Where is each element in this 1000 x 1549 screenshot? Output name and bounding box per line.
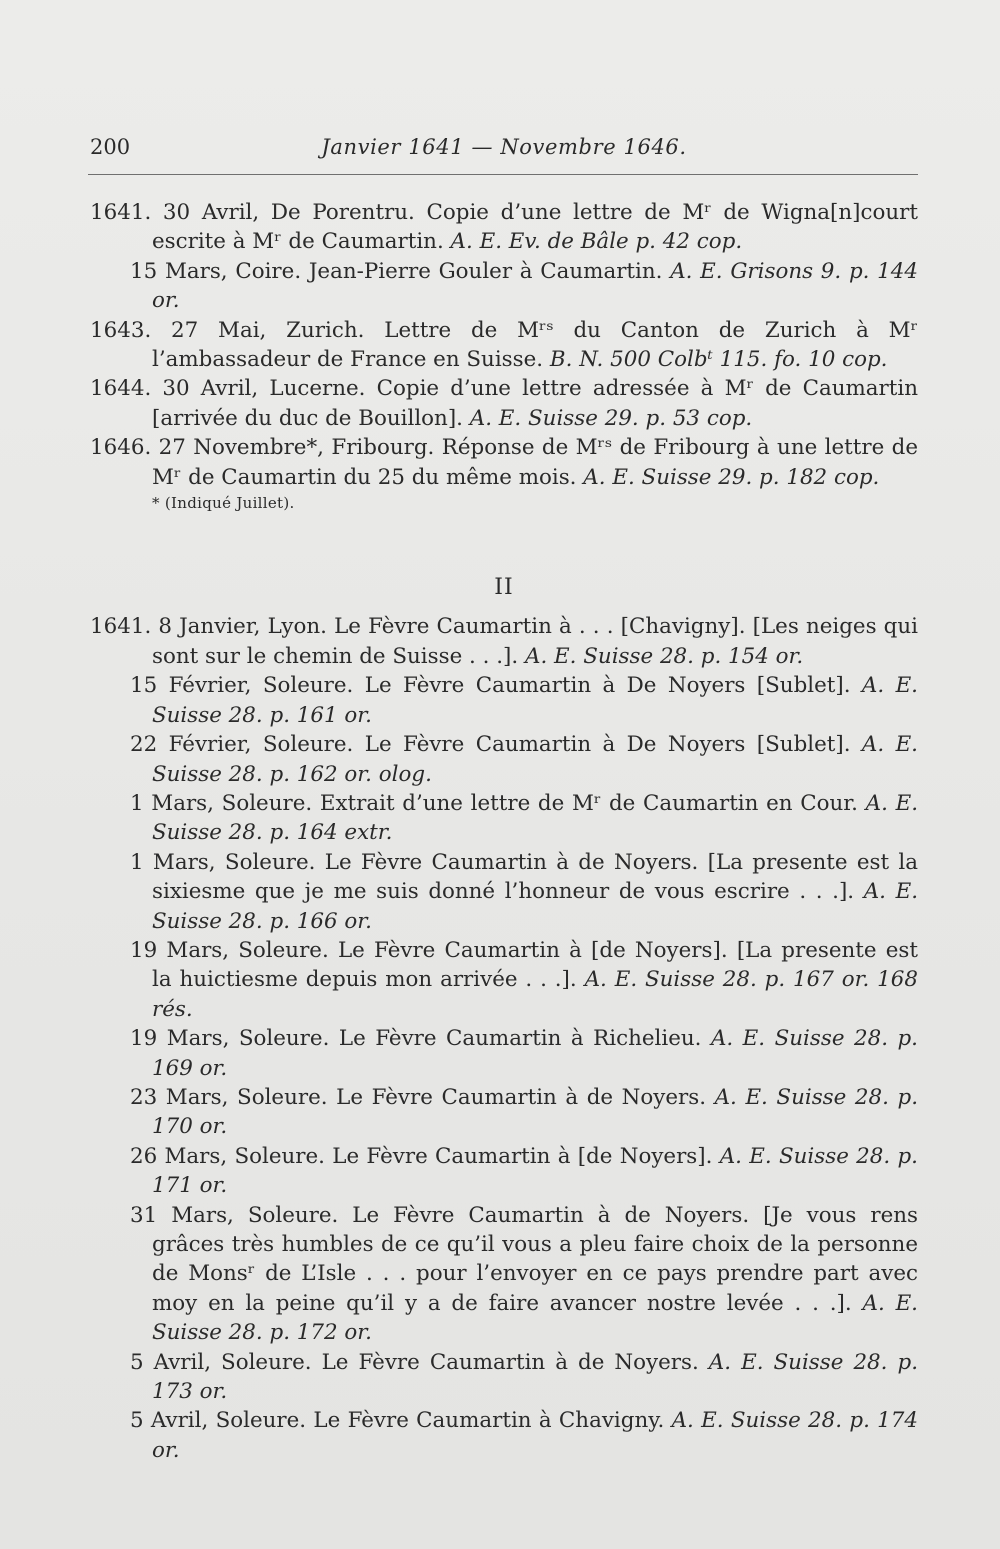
entry-date: 5 Avril, Soleure. xyxy=(130,1408,314,1434)
list-item xyxy=(90,848,918,936)
entry-date: 5 Avril, Soleure. xyxy=(130,1349,322,1375)
entry-date: 22 Février, Soleure. xyxy=(130,732,365,758)
entry-text: Le Fèvre Caumartin à de Noyers. xyxy=(321,1349,709,1375)
entry-reference: B. N. 500 Colbᵗ 115. fo. 10 cop. xyxy=(549,347,888,373)
entry-text: Jean-Pierre Gouler à Caumartin. xyxy=(308,258,671,284)
entry-reference: A. E. Ev. de Bâle p. 42 cop. xyxy=(450,229,743,255)
entry-text: Le Fèvre Caumartin à de Noyers. xyxy=(336,1084,715,1110)
list-item xyxy=(90,1024,918,1083)
entry-text: Le Fèvre Caumartin à de Noyers. [La presente est la sixiesme que je me suis donné l’honneur de vous escrire . . .]. xyxy=(152,849,918,905)
entry-date: 1641. 8 Janvier, Lyon. xyxy=(90,614,335,640)
entry-text: Extrait d’une lettre de Mʳ de Caumartin en Cour. xyxy=(319,790,866,816)
entry-reference: A. E. Grisons 9. p. 144 or. xyxy=(152,258,919,314)
entry-reference: A. E. Suisse 28. p. 162 or. olog. xyxy=(152,732,918,787)
section-heading: II xyxy=(494,575,514,601)
list-item xyxy=(90,671,918,730)
entry-text: Le Fèvre Caumartin à De Noyers [Sublet]. xyxy=(364,732,862,758)
running-title: Janvier 1641 — Novembre 1646. xyxy=(321,135,687,159)
entry-reference: A. E. Suisse 28. p. 172 or. xyxy=(152,1290,918,1346)
header-rule xyxy=(88,174,918,175)
entry-date: 31 Mars, Soleure. xyxy=(130,1202,353,1228)
entry-reference: A. E. Suisse 28. p. 166 or. xyxy=(152,879,918,934)
entry-reference: A. E. Suisse 28. p. 154 or. xyxy=(525,643,804,669)
entry-date: 19 Mars, Soleure. xyxy=(130,1026,339,1052)
entry-date: 23 Mars, Soleure. xyxy=(130,1084,337,1110)
section-two-list xyxy=(90,612,918,1465)
entry-text: Le Fèvre Caumartin à [de Noyers]. [La presente est la huictiesme depuis mon arrivée . . .]. xyxy=(152,937,918,993)
list-item xyxy=(90,730,918,789)
page-number: 200 xyxy=(90,135,131,159)
entry-date: 1643. 27 Mai, Zurich. xyxy=(90,317,385,343)
footnote: * (Indiqué Juillet). xyxy=(152,494,295,513)
entry-text: Copie d’une lettre adressée à Mʳ de Caumartin [arrivée du duc de Bouillon]. xyxy=(152,376,918,431)
entry-text: Le Fèvre Caumartin à . . . [Chavigny]. [Les neiges qui sont sur le chemin de Suisse . . .]. xyxy=(152,614,918,669)
entry-reference: A. E. Suisse 28. p. 164 extr. xyxy=(152,790,918,846)
list-item xyxy=(90,1406,918,1465)
list-item xyxy=(90,198,918,257)
entry-reference: A. E. Suisse 28. p. 174 or. xyxy=(152,1408,919,1463)
entry-reference: A. E. Suisse 28. p. 167 or. 168 rés. xyxy=(152,967,918,1022)
list-item xyxy=(90,1201,918,1348)
page-header xyxy=(90,132,918,166)
list-item xyxy=(90,1142,918,1201)
entry-date: 19 Mars, Soleure. xyxy=(130,937,338,963)
entry-reference: A. E. Suisse 29. p. 53 cop. xyxy=(469,405,753,431)
entry-text: Le Fèvre Caumartin à [de Noyers]. xyxy=(332,1143,720,1169)
list-item xyxy=(90,789,918,848)
section-one-list xyxy=(90,198,918,492)
entry-text: Copie d’une lettre de Mʳ de Wigna[n]court escrite à Mʳ de Caumartin. xyxy=(152,200,918,255)
entry-reference: A. E. Suisse 28. p. 173 or. xyxy=(152,1349,918,1405)
list-item xyxy=(90,433,918,492)
entry-reference: A. E. Suisse 28. p. 171 or. xyxy=(152,1143,918,1199)
entry-date: 1644. 30 Avril, Lucerne. xyxy=(90,376,377,402)
entry-date: 26 Mars, Soleure. xyxy=(130,1143,333,1169)
entry-text: Le Fèvre Caumartin à Richelieu. xyxy=(338,1026,711,1052)
entry-date: 1 Mars, Soleure. xyxy=(130,849,325,875)
entry-text: Le Fèvre Caumartin à de Noyers. [Je vous rens grâces très humbles de ce qu’il vous a pleu faire choix de la personne de Monsʳ de L’Isle . . . pour l’envoyer en ce pays prendre part avec moy en la peine qu’il y a de faire avancer nostre levée . . .]. xyxy=(152,1202,918,1316)
list-item xyxy=(90,257,918,316)
entry-reference: A. E. Suisse 28. p. 170 or. xyxy=(152,1084,918,1140)
entry-reference: A. E. Suisse 29. p. 182 cop. xyxy=(583,464,880,490)
entry-date: 1641. 30 Avril, De Porentru. xyxy=(90,200,427,225)
list-item xyxy=(90,1083,918,1142)
list-item xyxy=(90,1348,918,1407)
entry-date: 15 Mars, Coire. xyxy=(130,258,309,284)
list-item xyxy=(90,374,918,433)
entry-reference: A. E. Suisse 28. p. 169 or. xyxy=(152,1026,918,1081)
entry-text: Le Fèvre Caumartin à De Noyers [Sublet]. xyxy=(364,673,862,699)
entry-date: 15 Février, Soleure. xyxy=(130,673,365,699)
list-item xyxy=(90,612,918,671)
list-item xyxy=(90,316,918,375)
entry-date: 1646. 27 Novembre*, Fribourg. xyxy=(90,435,442,461)
document-body xyxy=(90,198,918,1465)
entry-text: Lettre de Mʳˢ du Canton de Zurich à Mʳ l’ambassadeur de France en Suisse. xyxy=(152,317,918,373)
entry-date: 1 Mars, Soleure. xyxy=(130,790,320,816)
entry-text: Réponse de Mʳˢ de Fribourg à une lettre de Mʳ de Caumartin du 25 du même mois. xyxy=(152,435,918,490)
entry-text: Le Fèvre Caumartin à Chavigny. xyxy=(313,1408,672,1434)
entry-reference: A. E. Suisse 28. p. 161 or. xyxy=(152,673,918,728)
list-item xyxy=(90,936,918,1024)
